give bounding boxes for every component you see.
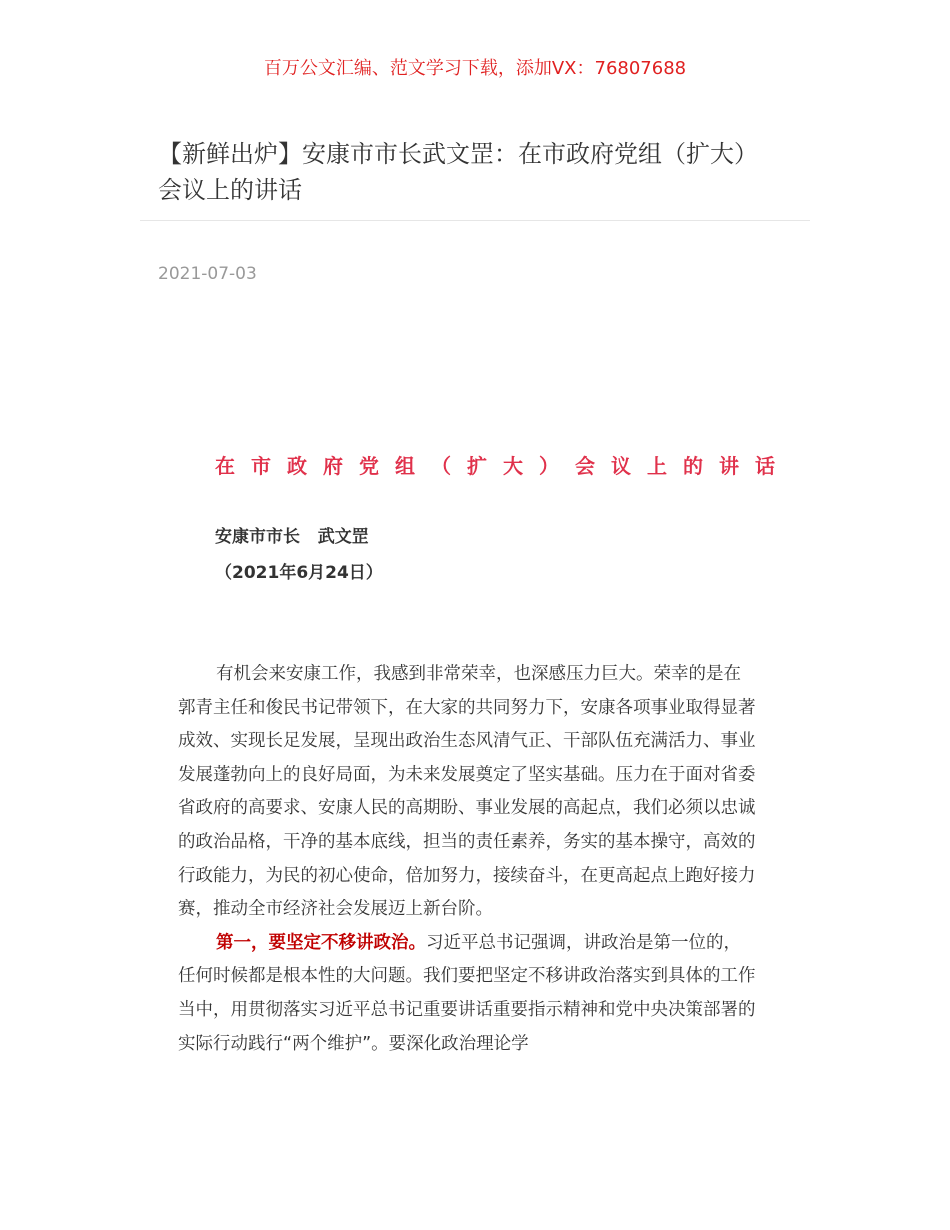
speech-heading-char: 扩 (467, 454, 487, 478)
speech-heading-char: 府 (323, 454, 343, 478)
speech-heading-char: 在 (215, 454, 235, 478)
speaker-line: 安康市市长 武文罡 (215, 527, 369, 547)
title-divider (140, 220, 810, 221)
speech-heading-char: 市 (251, 454, 271, 478)
speech-heading-char: 会 (575, 454, 595, 478)
watermark-banner: 百万公文汇编、范文学习下载，添加VX：76807688 (263, 58, 687, 79)
speech-heading-char: ） (539, 454, 559, 478)
paragraph-point-1 (178, 927, 758, 1061)
point-1-text: 习近平总书记强调，讲政治是第一位的，任何时候都是根本性的大问题。我们要把坚定不移讲政治落实到具体的工作当中，用贯彻落实习近平总书记重要讲话重要指示精神和党中央决策部署的实际行动践行“两个维护”。要深化政治理论学 (178, 932, 756, 1054)
publish-date: 2021-07-03 (158, 264, 257, 284)
speech-heading-char: 政 (287, 454, 307, 478)
speech-date: （2021年6月24日） (215, 563, 383, 583)
speech-heading-char: 大 (503, 454, 523, 478)
speech-heading-char: 议 (611, 454, 631, 478)
speech-body (178, 658, 758, 1061)
speech-heading-char: 上 (647, 454, 667, 478)
speech-heading-char: 讲 (719, 454, 739, 478)
speech-heading (215, 452, 775, 480)
article-title: 【新鲜出炉】安康市市长武文罡：在市政府党组（扩大）会议上的讲话 (158, 140, 758, 204)
speech-heading-char: 组 (395, 454, 415, 478)
paragraph-intro: 有机会来安康工作，我感到非常荣幸，也深感压力巨大。荣幸的是在郭青主任和俊民书记带领下，在大家的共同努力下，安康各项事业取得显著成效、实现长足发展，呈现出政治生态风清气正、干部队伍充满活力、事业发展蓬勃向上的良好局面，为未来发展奠定了坚实基础。压力在于面对省委省政府的高要求、安康人民的高期盼、事业发展的高起点，我们必须以忠诚的政治品格，干净的基本底线，担当的责任素养，务实的基本操守，高效的行政能力，为民的初心使命，倍加努力，接续奋斗，在更高起点上跑好接力赛，推动全市经济社会发展迈上新台阶。 (178, 664, 756, 920)
speech-heading-char: （ (431, 454, 451, 478)
speech-heading-char: 党 (359, 454, 379, 478)
point-1-heading: 第一，要坚定不移讲政治。 (216, 932, 426, 953)
speech-heading-char: 话 (755, 454, 775, 478)
speech-heading-char: 的 (683, 454, 703, 478)
